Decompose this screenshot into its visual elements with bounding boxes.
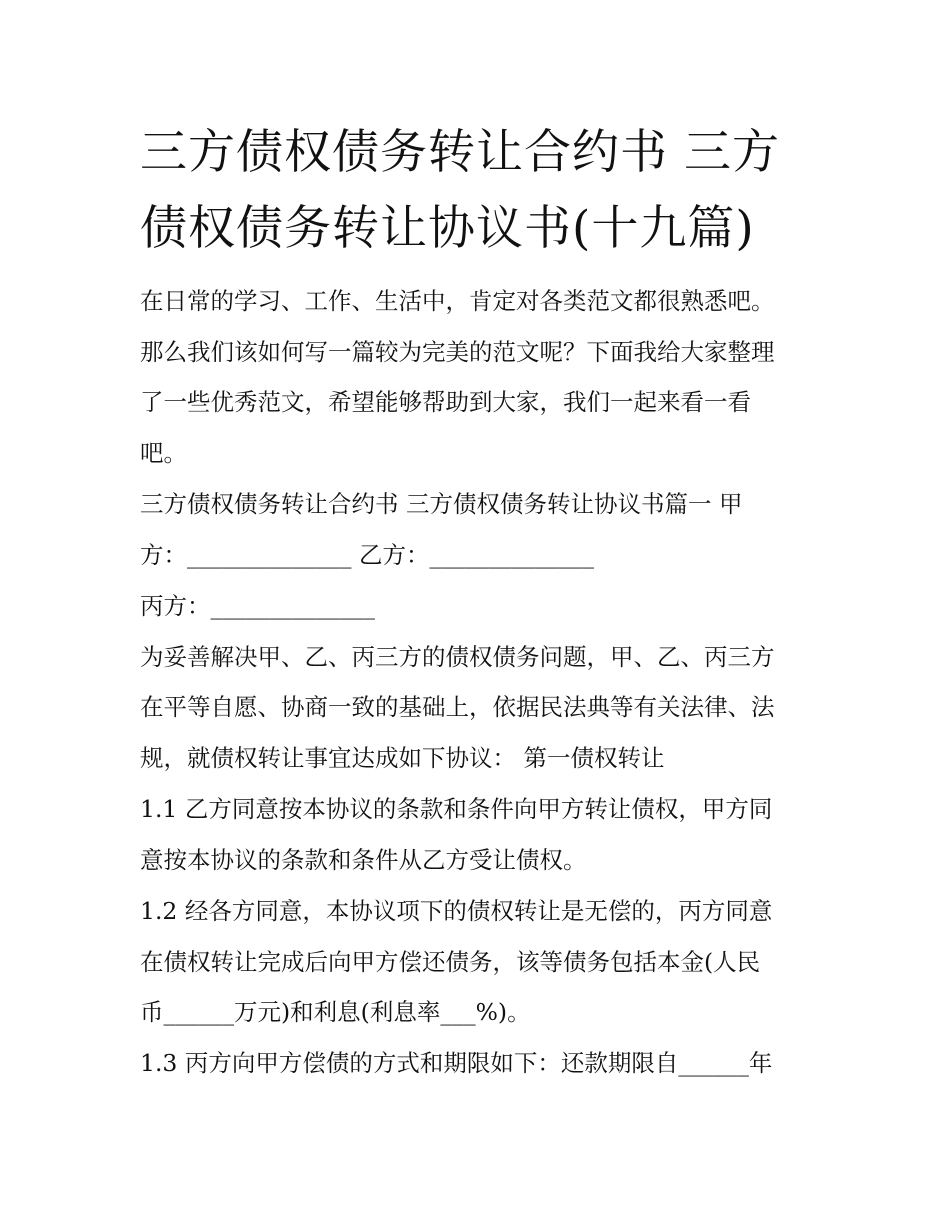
- body-line: 丙方：______________: [140, 592, 375, 620]
- body-line: 1.3 丙方向甲方偿债的方式和期限如下：还款期限自______年: [140, 1049, 773, 1077]
- body-line: 在平等自愿、协商一致的基础上，依据民法典等有关法律、法: [140, 693, 775, 721]
- document-title: [140, 115, 830, 267]
- body-line: 在债权转让完成后向甲方偿还债务，该等债务包括本金(人民: [140, 948, 761, 976]
- body-line: 在日常的学习、工作、生活中，肯定对各类范文都很熟悉吧。: [140, 287, 775, 315]
- body-line: 吧。: [140, 439, 187, 467]
- body-line: 币______万元)和利息(利息率___%)。: [140, 998, 531, 1026]
- body-line: 意按本协议的条款和条件从乙方受让债权。: [140, 846, 587, 874]
- body-line: 1.2 经各方同意，本协议项下的债权转让是无偿的，丙方同意: [140, 897, 773, 925]
- body-line: 三方债权债务转让合约书 三方债权债务转让协议书篇一 甲: [140, 490, 743, 518]
- title-line-1: 三方债权债务转让合约书 三方: [140, 125, 780, 180]
- body-line: 为妥善解决甲、乙、丙三方的债权债务问题，甲、乙、丙三方: [140, 643, 775, 671]
- body-line: 规，就债权转让事宜达成如下协议： 第一债权转让: [140, 744, 665, 772]
- body-line: 了一些优秀范文，希望能够帮助到大家，我们一起来看一看: [140, 388, 751, 416]
- body-line: 方：______________ 乙方：______________: [140, 541, 594, 569]
- title-line-2: 债权债务转让协议书(十九篇): [140, 201, 755, 256]
- body-line: 那么我们该如何写一篇较为完美的范文呢？下面我给大家整理: [140, 338, 775, 366]
- body-line: 1.1 乙方同意按本协议的条款和条件向甲方转让债权，甲方同: [140, 795, 773, 823]
